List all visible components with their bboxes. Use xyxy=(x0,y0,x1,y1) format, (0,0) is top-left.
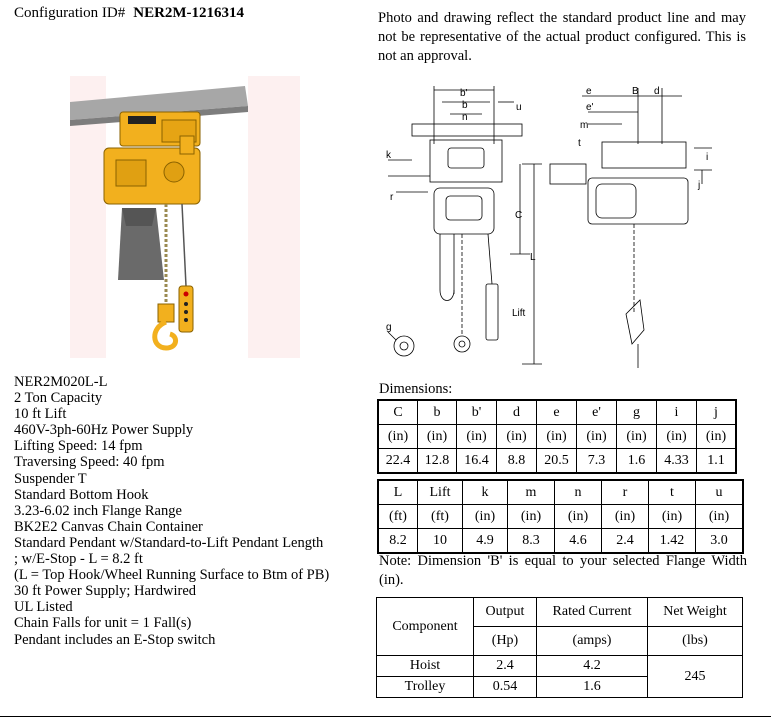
spec-line: 3.23-6.02 inch Flange Range xyxy=(14,502,182,519)
spec-line: UL Listed xyxy=(14,599,73,616)
table-unit-cell: (in) xyxy=(649,505,696,529)
table-unit-cell: (in) xyxy=(555,505,602,529)
current-cell: 1.6 xyxy=(537,677,648,698)
table-unit-cell: (ft) xyxy=(418,505,463,529)
table-unit-row xyxy=(379,505,743,529)
table-value-cell: 1.1 xyxy=(697,449,736,473)
output-cell: 2.4 xyxy=(474,656,537,677)
table-value-row xyxy=(379,449,736,473)
label-t: t xyxy=(578,138,581,149)
label-i: i xyxy=(706,152,709,163)
label-lift: Lift xyxy=(512,308,526,319)
label-k: k xyxy=(386,150,391,161)
table-header-row xyxy=(377,598,743,627)
bottom-divider xyxy=(0,716,771,717)
spec-line: Pendant includes an E-Stop switch xyxy=(14,631,216,648)
motor-table xyxy=(376,597,743,698)
table-header-cell: r xyxy=(602,481,649,505)
dimensions-title: Dimensions: xyxy=(379,381,453,397)
component-header: Component xyxy=(377,598,474,656)
table-value-cell: 4.33 xyxy=(657,449,697,473)
table-value-cell: 16.4 xyxy=(457,449,497,473)
table-header-cell: e' xyxy=(577,401,617,425)
table-unit-cell: (in) xyxy=(463,505,508,529)
table-value-cell: 7.3 xyxy=(577,449,617,473)
component-cell: Hoist xyxy=(377,656,474,677)
spec-line: 10 ft Lift xyxy=(14,406,67,423)
table-header-cell: i xyxy=(657,401,697,425)
table-header-cell: m xyxy=(508,481,555,505)
table-value-cell: 10 xyxy=(418,529,463,553)
side-view xyxy=(550,88,712,368)
table-header-cell: u xyxy=(696,481,743,505)
spec-line: BK2E2 Canvas Chain Container xyxy=(14,518,203,535)
label-d: d xyxy=(654,86,660,97)
current-cell: 4.2 xyxy=(537,656,648,677)
product-photo xyxy=(70,76,300,358)
table-unit-cell: (in) xyxy=(508,505,555,529)
spec-line: Traversing Speed: 40 fpm xyxy=(14,454,165,471)
spec-line: Standard Bottom Hook xyxy=(14,486,149,503)
current-unit: (amps) xyxy=(537,627,648,656)
spec-line: 460V-3ph-60Hz Power Supply xyxy=(14,422,194,439)
table-value-cell: 1.6 xyxy=(617,449,657,473)
table-unit-cell: (in) xyxy=(457,425,497,449)
spec-line: 30 ft Power Supply; Hardwired xyxy=(14,583,197,600)
table-header-row xyxy=(379,401,736,425)
table-value-cell: 4.9 xyxy=(463,529,508,553)
dimensions-table-1 xyxy=(378,400,736,473)
spec-line: 2 Ton Capacity xyxy=(14,390,103,407)
table-unit-cell: (in) xyxy=(696,505,743,529)
output-header: Output xyxy=(474,598,537,627)
table-value-cell: 2.4 xyxy=(602,529,649,553)
table-unit-cell: (in) xyxy=(379,425,418,449)
label-n: n xyxy=(462,112,468,123)
table-header-cell: t xyxy=(649,481,696,505)
label-e: e xyxy=(586,86,592,97)
table-header-cell: g xyxy=(617,401,657,425)
output-cell: 0.54 xyxy=(474,677,537,698)
table-value-cell: 4.6 xyxy=(555,529,602,553)
table-unit-cell: (in) xyxy=(577,425,617,449)
disclaimer-text: Photo and drawing reflect the standard product line and may not be representative of the actual product configured. This is not an approval. xyxy=(378,10,746,64)
table-header-row xyxy=(379,481,743,505)
table-unit-cell: (in) xyxy=(418,425,457,449)
table-unit-cell: (ft) xyxy=(379,505,418,529)
table-header-cell: d xyxy=(497,401,537,425)
table-value-cell: 22.4 xyxy=(379,449,418,473)
table-unit-cell: (in) xyxy=(602,505,649,529)
table-header-cell: b xyxy=(418,401,457,425)
label-m: m xyxy=(580,120,589,131)
dimension-drawing xyxy=(382,84,722,380)
table-header-cell: j xyxy=(697,401,736,425)
weight-header: Net Weight xyxy=(648,598,743,627)
front-view xyxy=(388,86,542,364)
table-header-cell: C xyxy=(379,401,418,425)
label-big-b: B xyxy=(632,86,639,97)
current-header: Rated Current xyxy=(537,598,648,627)
spec-list xyxy=(14,374,374,648)
table-header-cell: n xyxy=(555,481,602,505)
label-b: b xyxy=(462,100,468,111)
spec-line: Suspender T xyxy=(14,470,87,487)
table-unit-cell: (in) xyxy=(617,425,657,449)
spec-line: Lifting Speed: 14 fpm xyxy=(14,438,143,455)
label-c: C xyxy=(515,210,523,221)
dimensions-table-2 xyxy=(378,480,743,553)
table-unit-row xyxy=(379,425,736,449)
label-b-prime: b' xyxy=(460,88,468,99)
spec-line: (L = Top Hook/Wheel Running Surface to Btm of PB) xyxy=(14,567,330,584)
label-e-prime: e' xyxy=(586,102,594,113)
table-header-cell: L xyxy=(379,481,418,505)
table-header-cell: k xyxy=(463,481,508,505)
flange-width-note: Note: Dimension 'B' is equal to your selected Flange Width (in). xyxy=(379,553,747,588)
spec-line: ; w/E-Stop - L = 8.2 ft xyxy=(14,551,143,568)
label-u: u xyxy=(516,102,522,113)
label-l: L xyxy=(530,252,536,263)
table-unit-cell: (in) xyxy=(537,425,577,449)
net-weight-cell: 245 xyxy=(648,656,743,698)
table-value-cell: 20.5 xyxy=(537,449,577,473)
table-unit-cell: (in) xyxy=(657,425,697,449)
table-header-cell: Lift xyxy=(418,481,463,505)
component-cell: Trolley xyxy=(377,677,474,698)
table-value-cell: 1.42 xyxy=(649,529,696,553)
table-value-cell: 8.2 xyxy=(379,529,418,553)
table-value-row xyxy=(379,529,743,553)
configuration-id-line xyxy=(14,5,244,22)
spec-line: Chain Falls for unit = 1 Fall(s) xyxy=(14,615,192,632)
label-g: g xyxy=(386,322,392,333)
table-header-cell: e xyxy=(537,401,577,425)
table-value-cell: 8.8 xyxy=(497,449,537,473)
table-value-cell: 8.3 xyxy=(508,529,555,553)
table-unit-cell: (in) xyxy=(497,425,537,449)
config-label: Configuration ID# xyxy=(14,5,126,21)
weight-unit: (lbs) xyxy=(648,627,743,656)
table-value-cell: 12.8 xyxy=(418,449,457,473)
label-j: j xyxy=(698,180,701,191)
table-unit-cell: (in) xyxy=(697,425,736,449)
output-unit: (Hp) xyxy=(474,627,537,656)
spec-line: NER2M020L-L xyxy=(14,374,108,390)
config-id: NER2M-1216314 xyxy=(133,5,245,21)
label-r: r xyxy=(390,192,394,203)
table-header-cell: b' xyxy=(457,401,497,425)
spec-line: Standard Pendant w/Standard-to-Lift Pendant Length xyxy=(14,534,324,551)
table-value-cell: 3.0 xyxy=(696,529,743,553)
table-row xyxy=(377,656,743,677)
